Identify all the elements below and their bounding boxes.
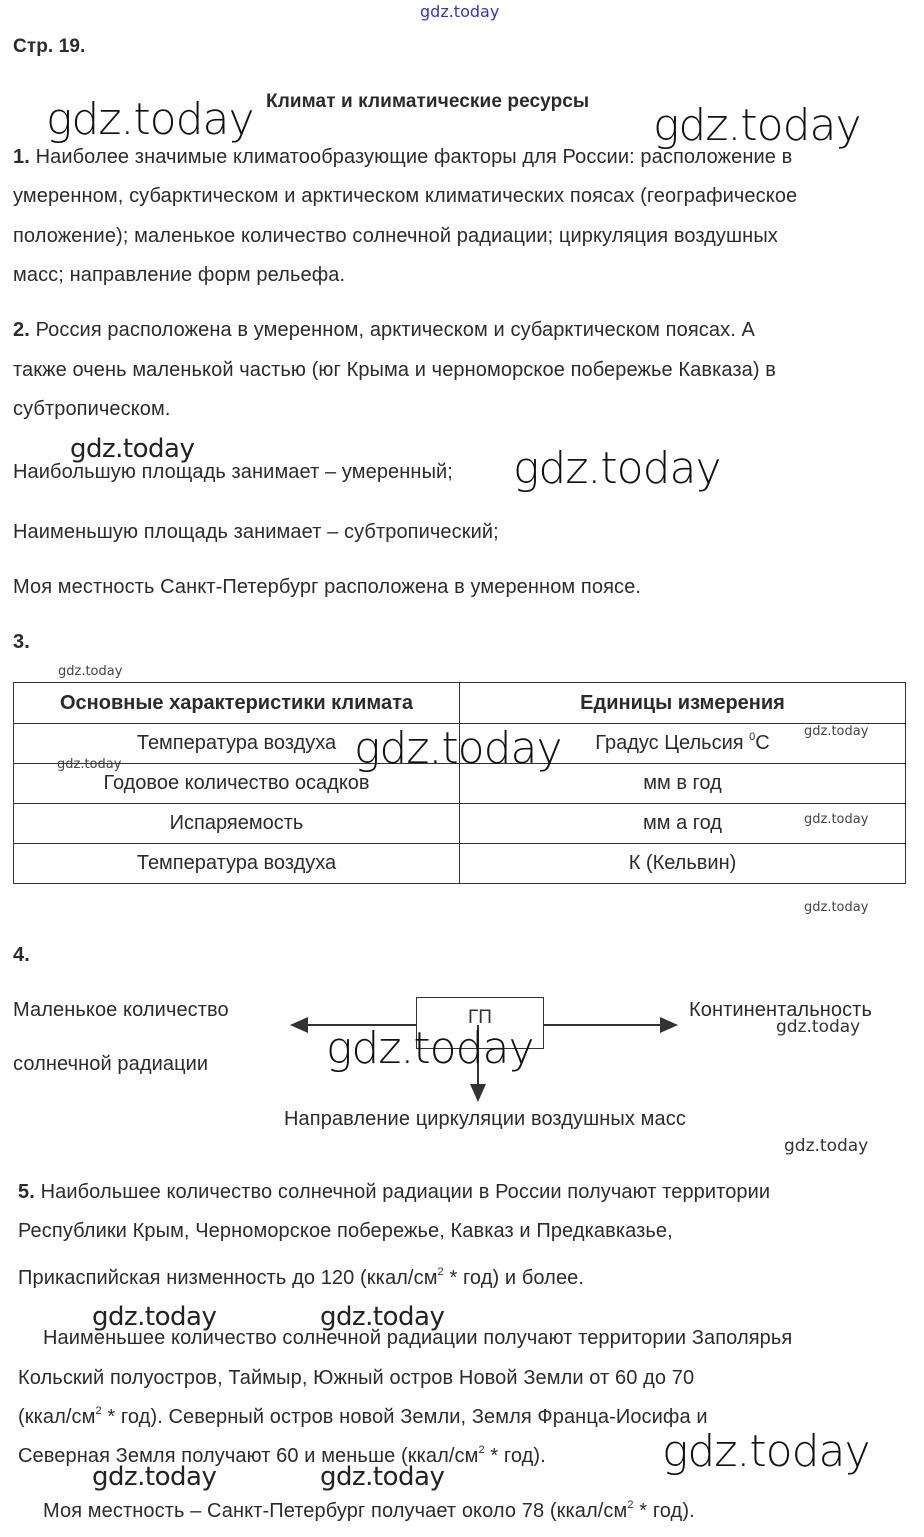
- watermark: gdz.today: [354, 723, 562, 774]
- watermark: gdz.today: [57, 757, 122, 772]
- task-2-largest: Наибольшую площадь занимает – умеренный;: [13, 461, 453, 483]
- task-1-line-3: положение); маленькое количество солнечной радиации; циркуляция воздушных: [13, 225, 778, 247]
- task-2-smallest: Наименьшую площадь занимает – субтропический;: [13, 521, 499, 543]
- task-4-number: 4.: [13, 944, 30, 966]
- watermark: gdz.today: [804, 812, 869, 827]
- task-1-number: 1.: [13, 146, 30, 168]
- watermark: gdz.today: [92, 1302, 217, 1332]
- table-cell: мм в год: [460, 764, 906, 804]
- column-header: Основные характеристики климата: [14, 683, 460, 724]
- page-reference: Стр. 19.: [13, 36, 86, 57]
- task-5-line-4: Наименьшее количество солнечной радиации получают территории Заполярья: [43, 1327, 793, 1349]
- watermark: gdz.today: [420, 2, 500, 21]
- watermark: gdz.today: [776, 1017, 861, 1037]
- table-cell: Годовое количество осадков: [14, 764, 460, 804]
- diagram-right-label: Континентальность: [689, 999, 872, 1021]
- watermark: gdz.today: [662, 1426, 870, 1477]
- task-5-line-5: Кольский полуостров, Таймыр, Южный остров Новой Земли от 60 до 70: [18, 1367, 695, 1389]
- watermark: gdz.today: [92, 1462, 217, 1492]
- table-cell: К (Кельвин): [460, 844, 906, 884]
- table-cell: Температура воздуха: [14, 724, 460, 764]
- watermark: gdz.today: [326, 1023, 534, 1074]
- column-header: Единицы измерения: [460, 683, 906, 724]
- task-2-local: Моя местность Санкт-Петербург расположена в умеренном поясе.: [13, 576, 641, 598]
- table-cell: Испаряемость: [14, 804, 460, 844]
- watermark: gdz.today: [804, 900, 869, 915]
- watermark: gdz.today: [784, 1136, 869, 1156]
- table-cell: Градус Цельсия $^0$C: [460, 724, 906, 764]
- task-2-line-3: субтропическом.: [13, 398, 171, 420]
- task-2-number: 2.: [13, 319, 30, 341]
- watermark: gdz.today: [804, 724, 869, 739]
- task-5-line-7: Северная Земля получают 60 и меньше $(ккал/см^2 * год)$.: [18, 1444, 546, 1467]
- watermark: gdz.today: [653, 100, 861, 151]
- task-1-line-1: 1. Наиболее значимые климатообразующие факторы для России: расположение в: [13, 146, 793, 168]
- watermark: gdz.today: [320, 1302, 445, 1332]
- watermark: gdz.today: [58, 664, 123, 679]
- diagram-bottom-label: Направление циркуляции воздушных масс: [284, 1108, 686, 1130]
- table-cell: мм а год: [460, 804, 906, 844]
- table-cell: Температура воздуха: [14, 844, 460, 884]
- watermark: gdz.today: [513, 443, 721, 494]
- task-2-line-1: 2. Россия расположена в умеренном, арктическом и субарктическом поясах. А: [13, 319, 755, 341]
- watermark: gdz.today: [46, 94, 254, 145]
- watermark: gdz.today: [70, 434, 195, 464]
- page-title: Климат и климатические ресурсы: [266, 91, 590, 112]
- task-5-number: 5.: [18, 1181, 35, 1203]
- task-1-line-2: умеренном, субарктическом и арктическом климатических поясах (географическое: [13, 185, 798, 207]
- task-3-number: 3.: [13, 631, 30, 653]
- task-5-line-2: Республики Крым, Черноморское побережье, Кавказ и Предкавказье,: [18, 1220, 673, 1242]
- diagram-left-line-1: Маленькое количество: [13, 999, 229, 1021]
- task-5-line-1: 5. Наибольшее количество солнечной радиации в России получают территории: [18, 1181, 771, 1203]
- watermark: gdz.today: [320, 1462, 445, 1492]
- diagram-center-box: ГП: [416, 997, 544, 1049]
- task-5-line-3: Прикаспийская низменность до 120 $(ккал/см^2 * год)$ и более.: [18, 1266, 585, 1289]
- task-5-line-8: Моя местность – Санкт-Петербург получает около 78 $(ккал/см^2 * год)$.: [43, 1499, 695, 1522]
- diagram-left-line-2: солнечной радиации: [13, 1053, 209, 1075]
- task-2-line-2: также очень маленькой частью (юг Крыма и черноморское побережье Кавказа) в: [13, 359, 777, 381]
- task-1-line-4: масс; направление форм рельефа.: [13, 264, 346, 286]
- task-5-line-6: $(ккал/см^2 * год)$. Северный остров новой Земли, Земля Франца-Иосифа и: [18, 1405, 708, 1428]
